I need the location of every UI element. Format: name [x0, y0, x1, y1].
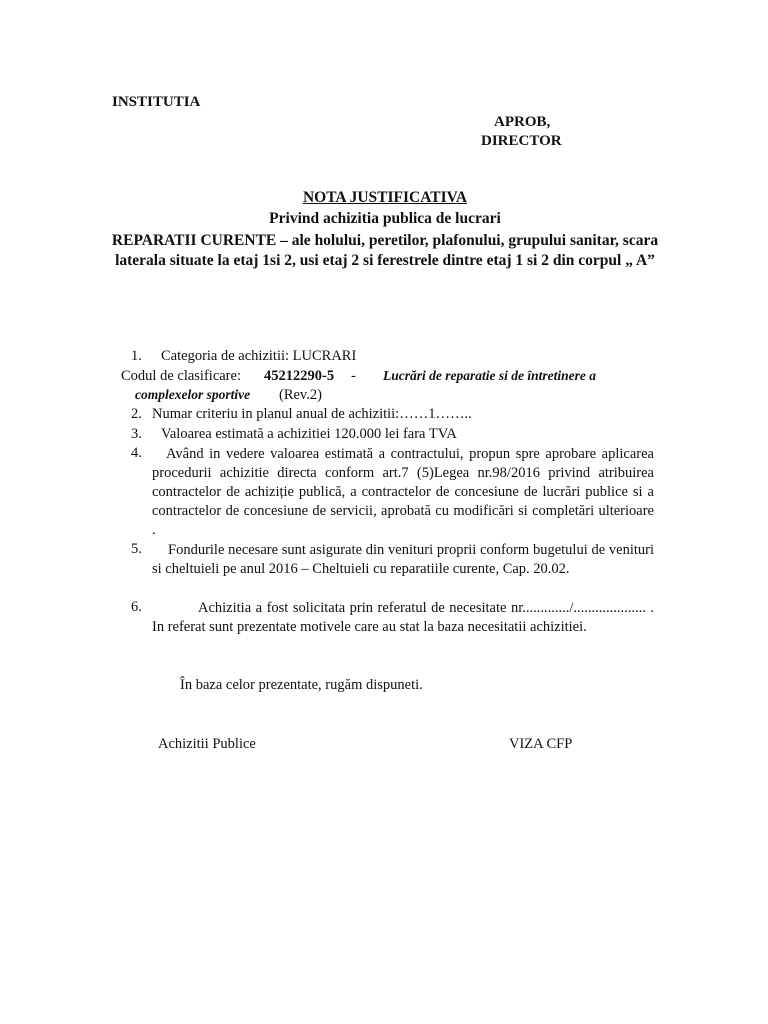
item-5-text: Fondurile necesare sunt asigurate din venituri proprii conform bugetului de venituri si cheltuieli pe anul 2016 – Cheltuieli cu reparatiile curente, Cap. 20.02. — [152, 542, 654, 577]
item-1-text: Categoria de achizitii: LUCRARI — [161, 348, 357, 364]
classification-description: Lucrări de reparatie si de întretinere a — [383, 368, 596, 383]
item-1-number: 1. — [131, 348, 142, 364]
signature-right-label: VIZA CFP — [509, 736, 573, 752]
director-label: DIRECTOR — [481, 133, 562, 149]
classification-label: Codul de clasificare: — [121, 368, 241, 384]
item-4-number: 4. — [131, 445, 142, 461]
signature-left-label: Achizitii Publice — [158, 736, 256, 752]
document-title: NOTA JUSTIFICATIVA — [302, 189, 468, 206]
item-3-number: 3. — [131, 426, 142, 442]
document-subtitle: Privind achizitia publica de lucrari — [269, 210, 501, 227]
document-subject: REPARATII CURENTE – ale holului, peretilor, plafonului, grupului sanitar, scara laterala situate la etaj 1si 2, usi etaj 2 si ferestrele dintre etaj 1 si 2 din corpul „ A” — [111, 232, 659, 269]
item-4-text: Având in vedere valoarea estimată a contractului, propun spre aprobare aplicarea procedurii achizitie directa conform art.7 (5)Legea nr.98/2016 privind atribuirea contractelor de achiziție publică, a contractelor de concesiune de lucrări publice si a contractelor de concesiune de servicii, aprobată cu modificări si completări ulterioare . — [152, 446, 654, 538]
classification-code: 45212290-5 — [264, 368, 335, 384]
classification-revision: (Rev.2) — [279, 387, 322, 403]
closing-statement: În baza celor prezentate, rugăm dispuneti. — [180, 677, 423, 693]
institution-label: INSTITUTIA — [112, 94, 201, 110]
item-5-number: 5. — [131, 541, 142, 557]
item-2-text: Numar criteriu in planul anual de achizitii:……1…….. — [152, 406, 472, 422]
item-6-number: 6. — [131, 599, 142, 615]
classification-description-cont: complexelor sportive — [135, 387, 251, 402]
item-3-text: Valoarea estimată a achizitiei 120.000 lei fara TVA — [161, 426, 457, 442]
approve-label: APROB, — [494, 114, 551, 130]
item-6-text: Achizitia a fost solicitata prin referatul de necesitate nr............./.................... . In referat sunt prezentate motivele care au stat la baza necesitatii achizitiei. — [152, 600, 654, 635]
classification-dash: - — [351, 368, 356, 384]
item-2-number: 2. — [131, 406, 142, 422]
